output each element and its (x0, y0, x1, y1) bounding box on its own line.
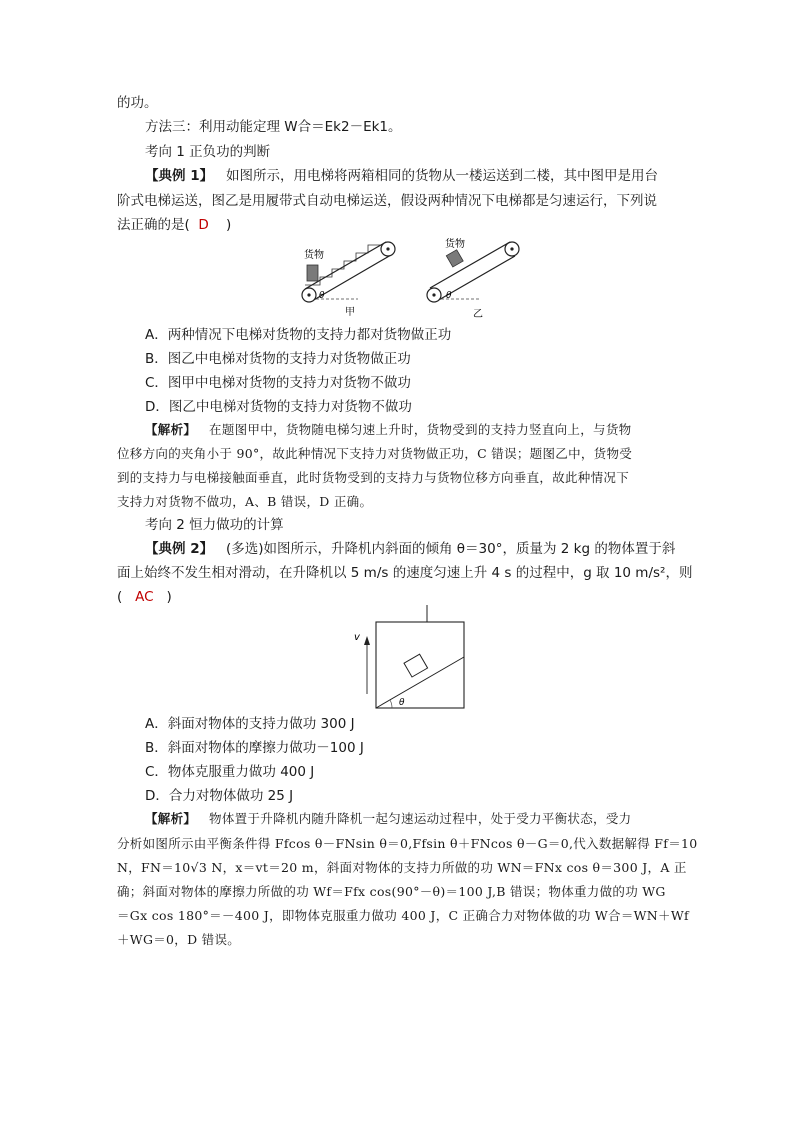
option-a: A．两种情况下电梯对货物的支持力都对货物做正功 (145, 327, 452, 343)
example2-solution-line5: ＝Gx cos 180°＝－400 J，即物体克服重力做功 400 J，C 正确合力对物体做的功 W合＝WN＋Wf (117, 908, 689, 923)
caption-yi: 乙 (473, 309, 483, 320)
elevator-figure (345, 602, 475, 712)
example1-line1 (145, 167, 715, 185)
cargo-box-a (307, 265, 318, 281)
example1-question: 如图所示，用电梯将两箱相同的货物从一楼运送到二楼，其中图甲是用台 (225, 168, 658, 184)
option-c: C．物体克服重力做功 400 J (145, 764, 315, 780)
figure-jia (302, 242, 395, 318)
caption-jia: 甲 (345, 307, 355, 318)
example2-line3: ( AC ) (117, 589, 172, 605)
angle-label-a: θ (319, 291, 325, 301)
section-heading-1: 考向 1 正负功的判断 (145, 144, 271, 160)
section-heading-2: 考向 2 恒力做功的计算 (145, 517, 284, 533)
solution-tag: 【解析】 (145, 422, 197, 437)
example1-line2: 阶式电梯运送，图乙是用履带式自动电梯运送，假设两种情况下电梯都是匀速运行，下列说 (117, 193, 657, 209)
option-b: B．图乙中电梯对货物的支持力对货物做正功 (145, 351, 411, 367)
example2-solution-line2: 分析如图所示由平衡条件得 Ffcos θ－FNsin θ＝0,Ffsin θ＋FNcos θ－G＝0,代入数据解得 Ff＝10 (117, 836, 698, 851)
block (404, 654, 428, 677)
example1-solution-line4: 支持力对货物不做功，A、B 错误，D 正确。 (117, 494, 373, 509)
option-c: C．图甲中电梯对货物的支持力对货物不做功 (145, 375, 411, 391)
example2-answer: AC (135, 589, 154, 605)
example2-solution-line4: 确；斜面对物体的摩擦力所做的功 Wf＝Ffx cos(90°－θ)＝100 J,B 错误；物体重力做的功 WG (117, 884, 666, 899)
example2-solution-line1: 【解析】 物体置于升降机内随升降机一起匀速运动过程中，处于受力平衡状态，受力 (145, 811, 632, 826)
example2-line2: 面上始终不发生相对滑动，在升降机以 5 m/s 的速度匀速上升 4 s 的过程中，g 取 10 m/s²，则 (117, 565, 693, 581)
escalator-figure (290, 235, 530, 320)
figure-yi (427, 237, 519, 320)
cargo-label-a: 货物 (304, 250, 324, 261)
example2-question: (多选)如图所示，升降机内斜面的倾角 θ＝30°，质量为 2 kg 的物体置于斜 (225, 541, 676, 557)
solution-tag: 【解析】 (145, 811, 197, 826)
velocity-label: v (354, 632, 360, 643)
example1-answer: D (198, 217, 209, 233)
cargo-box-b (446, 250, 463, 267)
option-a: A．斜面对物体的支持力做功 300 J (145, 716, 355, 732)
angle-label-b: θ (446, 291, 452, 301)
example2-solution-line3: N，FN＝10√3 N，x＝vt＝20 m，斜面对物体的支持力所做的功 WN＝FNx cos θ＝300 J，A 正 (117, 860, 687, 875)
option-d: D．合力对物体做功 25 J (145, 788, 294, 804)
example1-solution-line2: 位移方向的夹角小于 90°，故此种情况下支持力对货物做正功，C 错误；题图乙中，货物受 (117, 446, 633, 461)
option-b: B．斜面对物体的摩擦力做功－100 J (145, 740, 364, 756)
incline-angle-label: θ (399, 698, 405, 708)
cargo-label-b: 货物 (445, 239, 465, 250)
example1-tag: 【典例 1】 (145, 168, 214, 184)
example2-line1 (145, 540, 715, 558)
example2-solution-line6: ＋WG＝0，D 错误。 (117, 932, 241, 947)
example2-tag: 【典例 2】 (145, 541, 214, 557)
text-line: 方法三：利用动能定理 W合＝Ek2－Ek1。 (145, 119, 402, 135)
example1-solution-line1: 【解析】 在题图甲中，货物随电梯匀速上升时，货物受到的支持力竖直向上，与货物 (145, 422, 632, 437)
example1-solution-line3: 到的支持力与电梯接触面垂直，此时货物受到的支持力与货物位移方向垂直，故此种情况下 (117, 470, 630, 485)
example1-line3: 法正确的是( D ) (117, 217, 232, 233)
text-line: 的功。 (117, 95, 158, 111)
option-d: D．图乙中电梯对货物的支持力对货物不做功 (145, 399, 412, 415)
